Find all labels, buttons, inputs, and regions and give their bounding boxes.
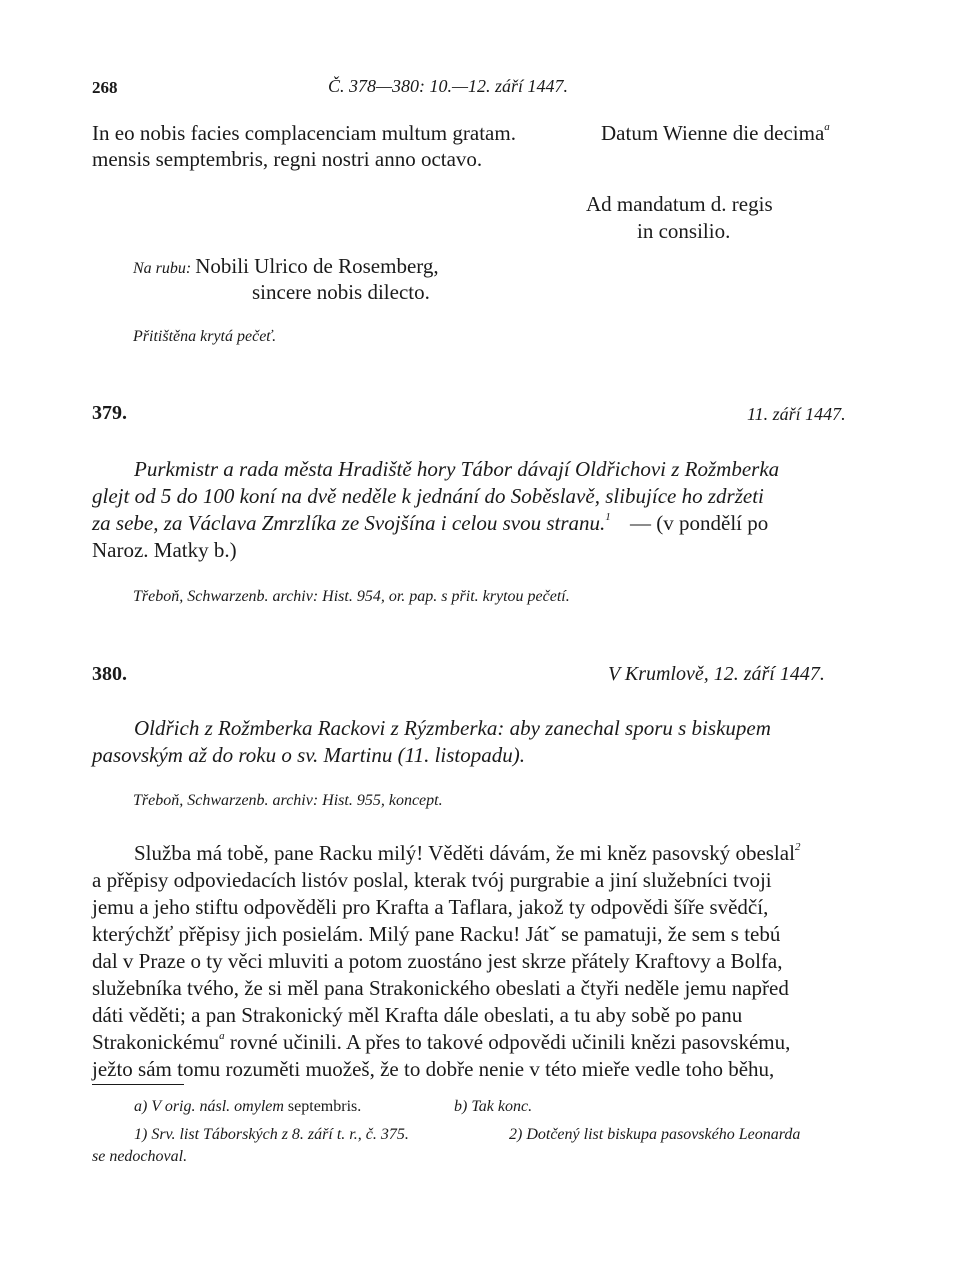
footnote-b: b) Tak konc. bbox=[454, 1098, 533, 1115]
regest-line: pasovským až do roku o sv. Martinu (11. listopadu). bbox=[92, 743, 525, 767]
verso-label: Na rubu: bbox=[133, 260, 192, 277]
footnote-rule bbox=[92, 1084, 184, 1085]
text-line: ježto sám tomu rozuměti muožeš, že to dobře nenie v této mieře vedle toho běhu, bbox=[92, 1057, 775, 1081]
text-line: služebníka tvého, že si měl pana Strakonického obeslati a čtyři neděle jemu napřed bbox=[92, 976, 789, 1000]
regest-line: Oldřich z Rožmberka Rackovi z Rýzmberka: aby zanechal sporu s biskupem bbox=[134, 716, 771, 740]
text-line: a přěpisy odpoviedacích listóv poslal, kterak tvój purgrabie a jiní služebníci tvoji bbox=[92, 868, 772, 892]
document-number: 380. bbox=[92, 663, 127, 685]
verso-line: Nobili Ulrico de Rosemberg, bbox=[195, 254, 439, 278]
text-line: kterýchžť přěpisy jich posielám. Milý pane Racku! Játˇ se pamatuji, že sem s tebú bbox=[92, 922, 781, 946]
running-title: Č. 378—380: 10.—12. září 1447. bbox=[328, 76, 569, 96]
text-line: dal v Praze o ty věci mluviti a potom zuostáno jest skrze přátely Kraftovy a Bolfa, bbox=[92, 949, 783, 973]
mandate-line: in consilio. bbox=[637, 219, 731, 243]
text-line: Datum Wienne die decima$^a$ bbox=[601, 121, 830, 145]
footnote-ref-a: a bbox=[824, 121, 830, 133]
footnote-ref-2: 2 bbox=[794, 841, 801, 853]
regest-line: za sebe, za Václava Zmrzlíka ze Svojšína i celou svou stranu.$^1$ — (v pondělí po bbox=[92, 511, 769, 535]
regest-line: Naroz. Matky b.) bbox=[92, 538, 237, 562]
text-line: In eo nobis facies complacenciam multum gratam. bbox=[92, 121, 516, 145]
footnote-1: 1) Srv. list Táborských z 8. září t. r., č. 375. bbox=[134, 1126, 409, 1143]
document-number: 379. bbox=[92, 402, 127, 424]
mandate-line: Ad mandatum d. regis bbox=[586, 192, 773, 216]
text-line: Služba má tobě, pane Racku milý! Věděti dávám, že mi kněz pasovský obeslal$^2$ bbox=[134, 841, 801, 865]
seal-note: Přitištěna krytá pečeť. bbox=[133, 328, 277, 345]
verso-line: sincere nobis dilecto. bbox=[252, 280, 430, 304]
text-line: jemu a jeho stiftu odpověděli pro Krafta a Taflara, jakož ty odpovědi šíře svědčí, bbox=[92, 895, 769, 919]
footnote-2: 2) Dotčený list biskupa pasovského Leonarda bbox=[509, 1126, 801, 1143]
regest-line: Purkmistr a rada města Hradiště hory Tábor dávají Oldřichovi z Rožmberka bbox=[134, 457, 780, 481]
text-line: mensis semptembris, regni nostri anno octavo. bbox=[92, 147, 483, 171]
document-date: 11. září 1447. bbox=[747, 404, 846, 424]
verso-address bbox=[133, 253, 439, 280]
text-line: Strakonickému$^a$ rovné učinili. A přes to takové odpovědi učinili knězi pasovskému, bbox=[92, 1030, 791, 1054]
source-note: Třeboň, Schwarzenb. archiv: Hist. 954, or. pap. s přit. krytou pečetí. bbox=[133, 588, 570, 605]
text-line: dáti věděti; a pan Strakonický měl Krafta dále obeslati, a tu aby sobě po panu bbox=[92, 1003, 743, 1027]
source-note: Třeboň, Schwarzenb. archiv: Hist. 955, koncept. bbox=[133, 792, 443, 809]
footnote-ref-1: 1 bbox=[605, 511, 611, 523]
page-number: 268 bbox=[92, 78, 118, 97]
footnote-ref-a: a bbox=[219, 1030, 225, 1042]
footnote-2-continuation: se nedochoval. bbox=[92, 1148, 188, 1165]
document-date: V Krumlově, 12. září 1447. bbox=[608, 663, 825, 685]
footnote-a: a) V orig. násl. omylem septembris. bbox=[134, 1098, 362, 1115]
regest-line: glejt od 5 do 100 koní na dvě neděle k jednání do Soběslavě, slibujíce ho zdržeti bbox=[92, 484, 764, 508]
